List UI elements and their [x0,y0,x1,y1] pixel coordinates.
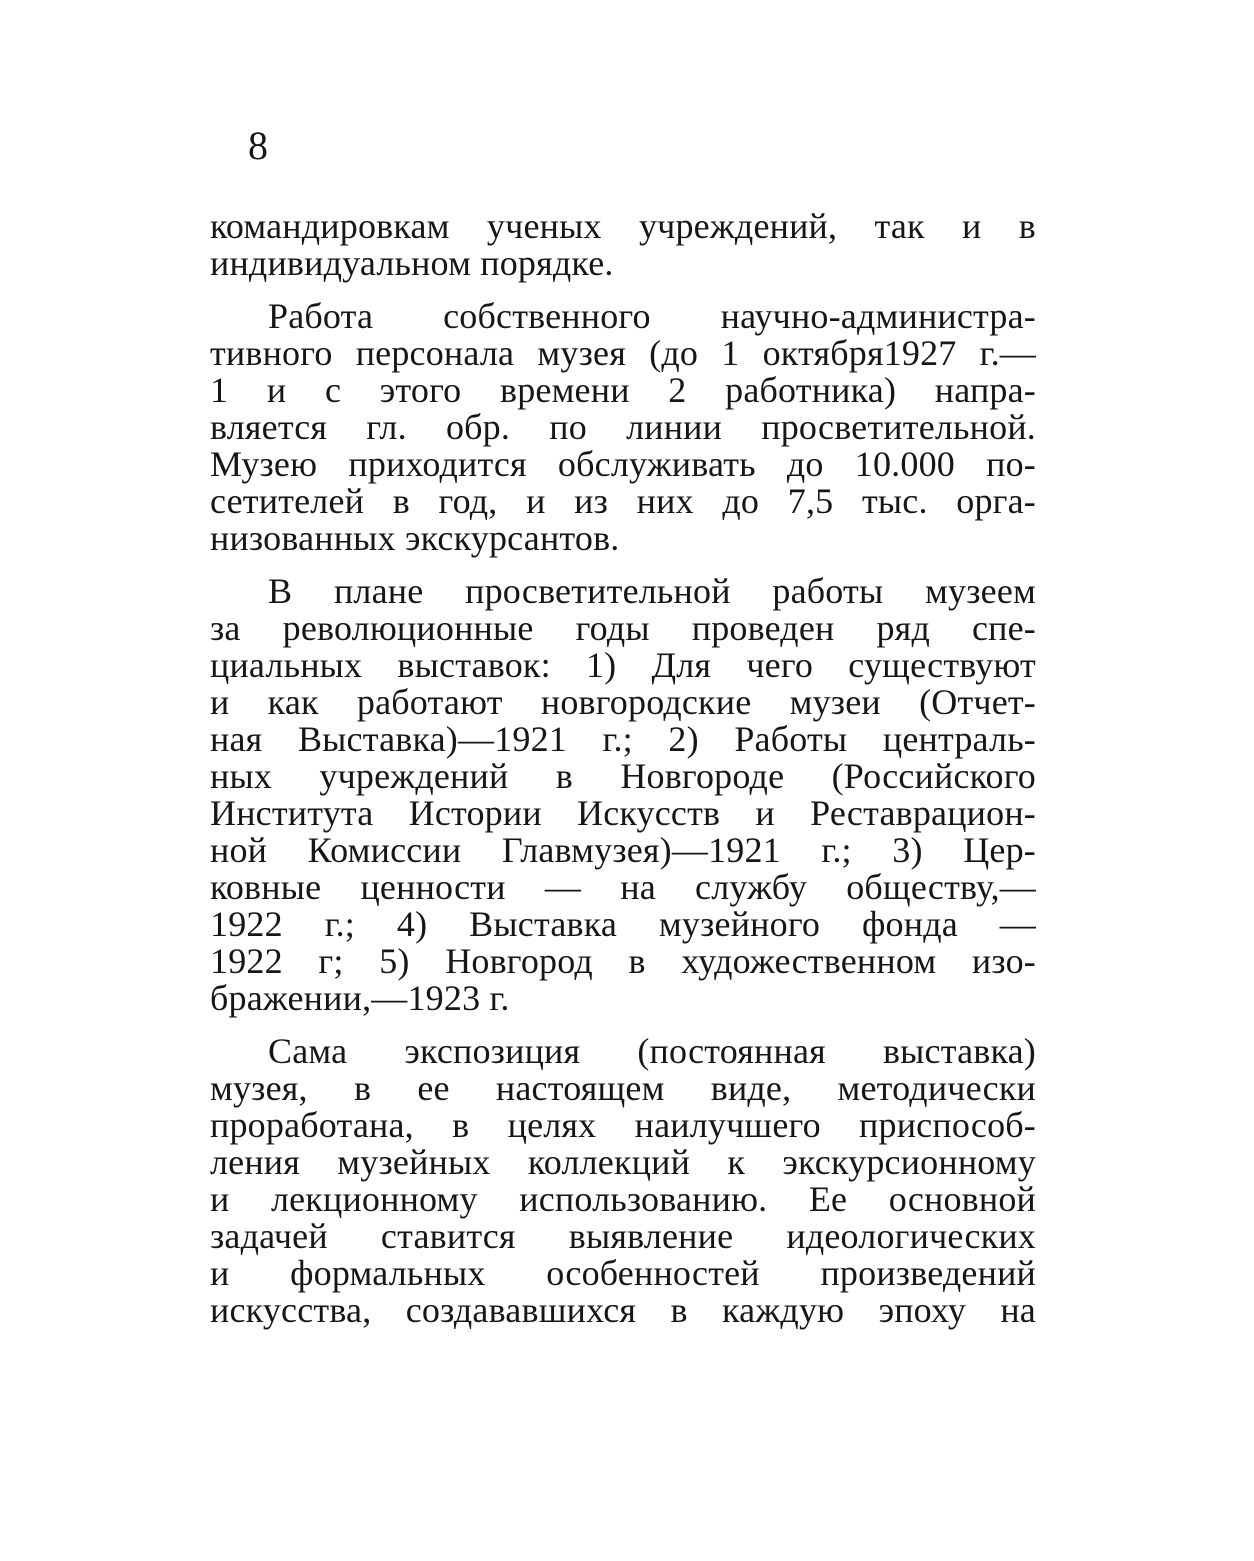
text-line: ной Комиссии Главмузея)—1921 г.; 3) Цер- [210,830,1036,870]
text-line: 1922 г; 5) Новгород в художественном изо- [210,941,1036,981]
text-line: вляется гл. обр. по линии просветительной. [210,407,1036,447]
text-line: и как работают новгородские музеи (Отчет- [210,682,1036,722]
paragraph-3 [210,573,1036,1017]
text-line: командировкам ученых учреждений, так и в [210,206,1036,246]
text-line: 1 и с этого времени 2 работника) напра- [210,370,1036,410]
text-line: за революционные годы проведен ряд спе- [210,608,1036,648]
paragraph-4 [210,1033,1036,1329]
paragraph-1 [210,208,1036,282]
paragraph-2 [210,298,1036,557]
text-line: Сама экспозиция (постоянная выставка) [268,1031,1036,1071]
text-line: бражении,—1923 г. [210,978,510,1018]
text-line: сетителей в год, и из них до 7,5 тыс. орга- [210,481,1036,521]
text-line: Музею приходится обслуживать до 10.000 по- [210,444,1036,484]
text-line: тивного персонала музея (до 1 октября1927 г.— [210,333,1036,373]
text-line: задачей ставится выявление идеологических [210,1216,1036,1256]
text-line: и формальных особенностей произведений [210,1253,1036,1293]
text-line: проработана, в целях наилучшего приспособ- [210,1105,1036,1145]
text-line: циальных выставок: 1) Для чего существуют [210,645,1036,685]
text-line: ных учреждений в Новгороде (Российского [210,756,1036,796]
page-number: 8 [248,123,268,168]
body-text [210,208,1036,1329]
text-line: В плане просветительной работы музеем [268,571,1036,611]
text-line: Работа собственного научно-администра- [268,296,1036,336]
text-line: ная Выставка)—1921 г.; 2) Работы централь- [210,719,1036,759]
text-line: Института Истории Искусств и Реставрацион- [210,793,1036,833]
text-line: искусства, создававшихся в каждую эпоху на [210,1290,1036,1330]
text-line: ковные ценности — на службу обществу,— [210,867,1036,907]
text-line: 1922 г.; 4) Выставка музейного фонда — [210,904,1036,944]
text-line: ления музейных коллекций к экскурсионному [210,1142,1036,1182]
text-line: низованных экскурсантов. [210,518,620,558]
text-line: и лекционному использованию. Ее основной [210,1179,1036,1219]
text-line: музея, в ее настоящем виде, методически [210,1068,1036,1108]
text-line: индивидуальном порядке. [210,243,614,283]
